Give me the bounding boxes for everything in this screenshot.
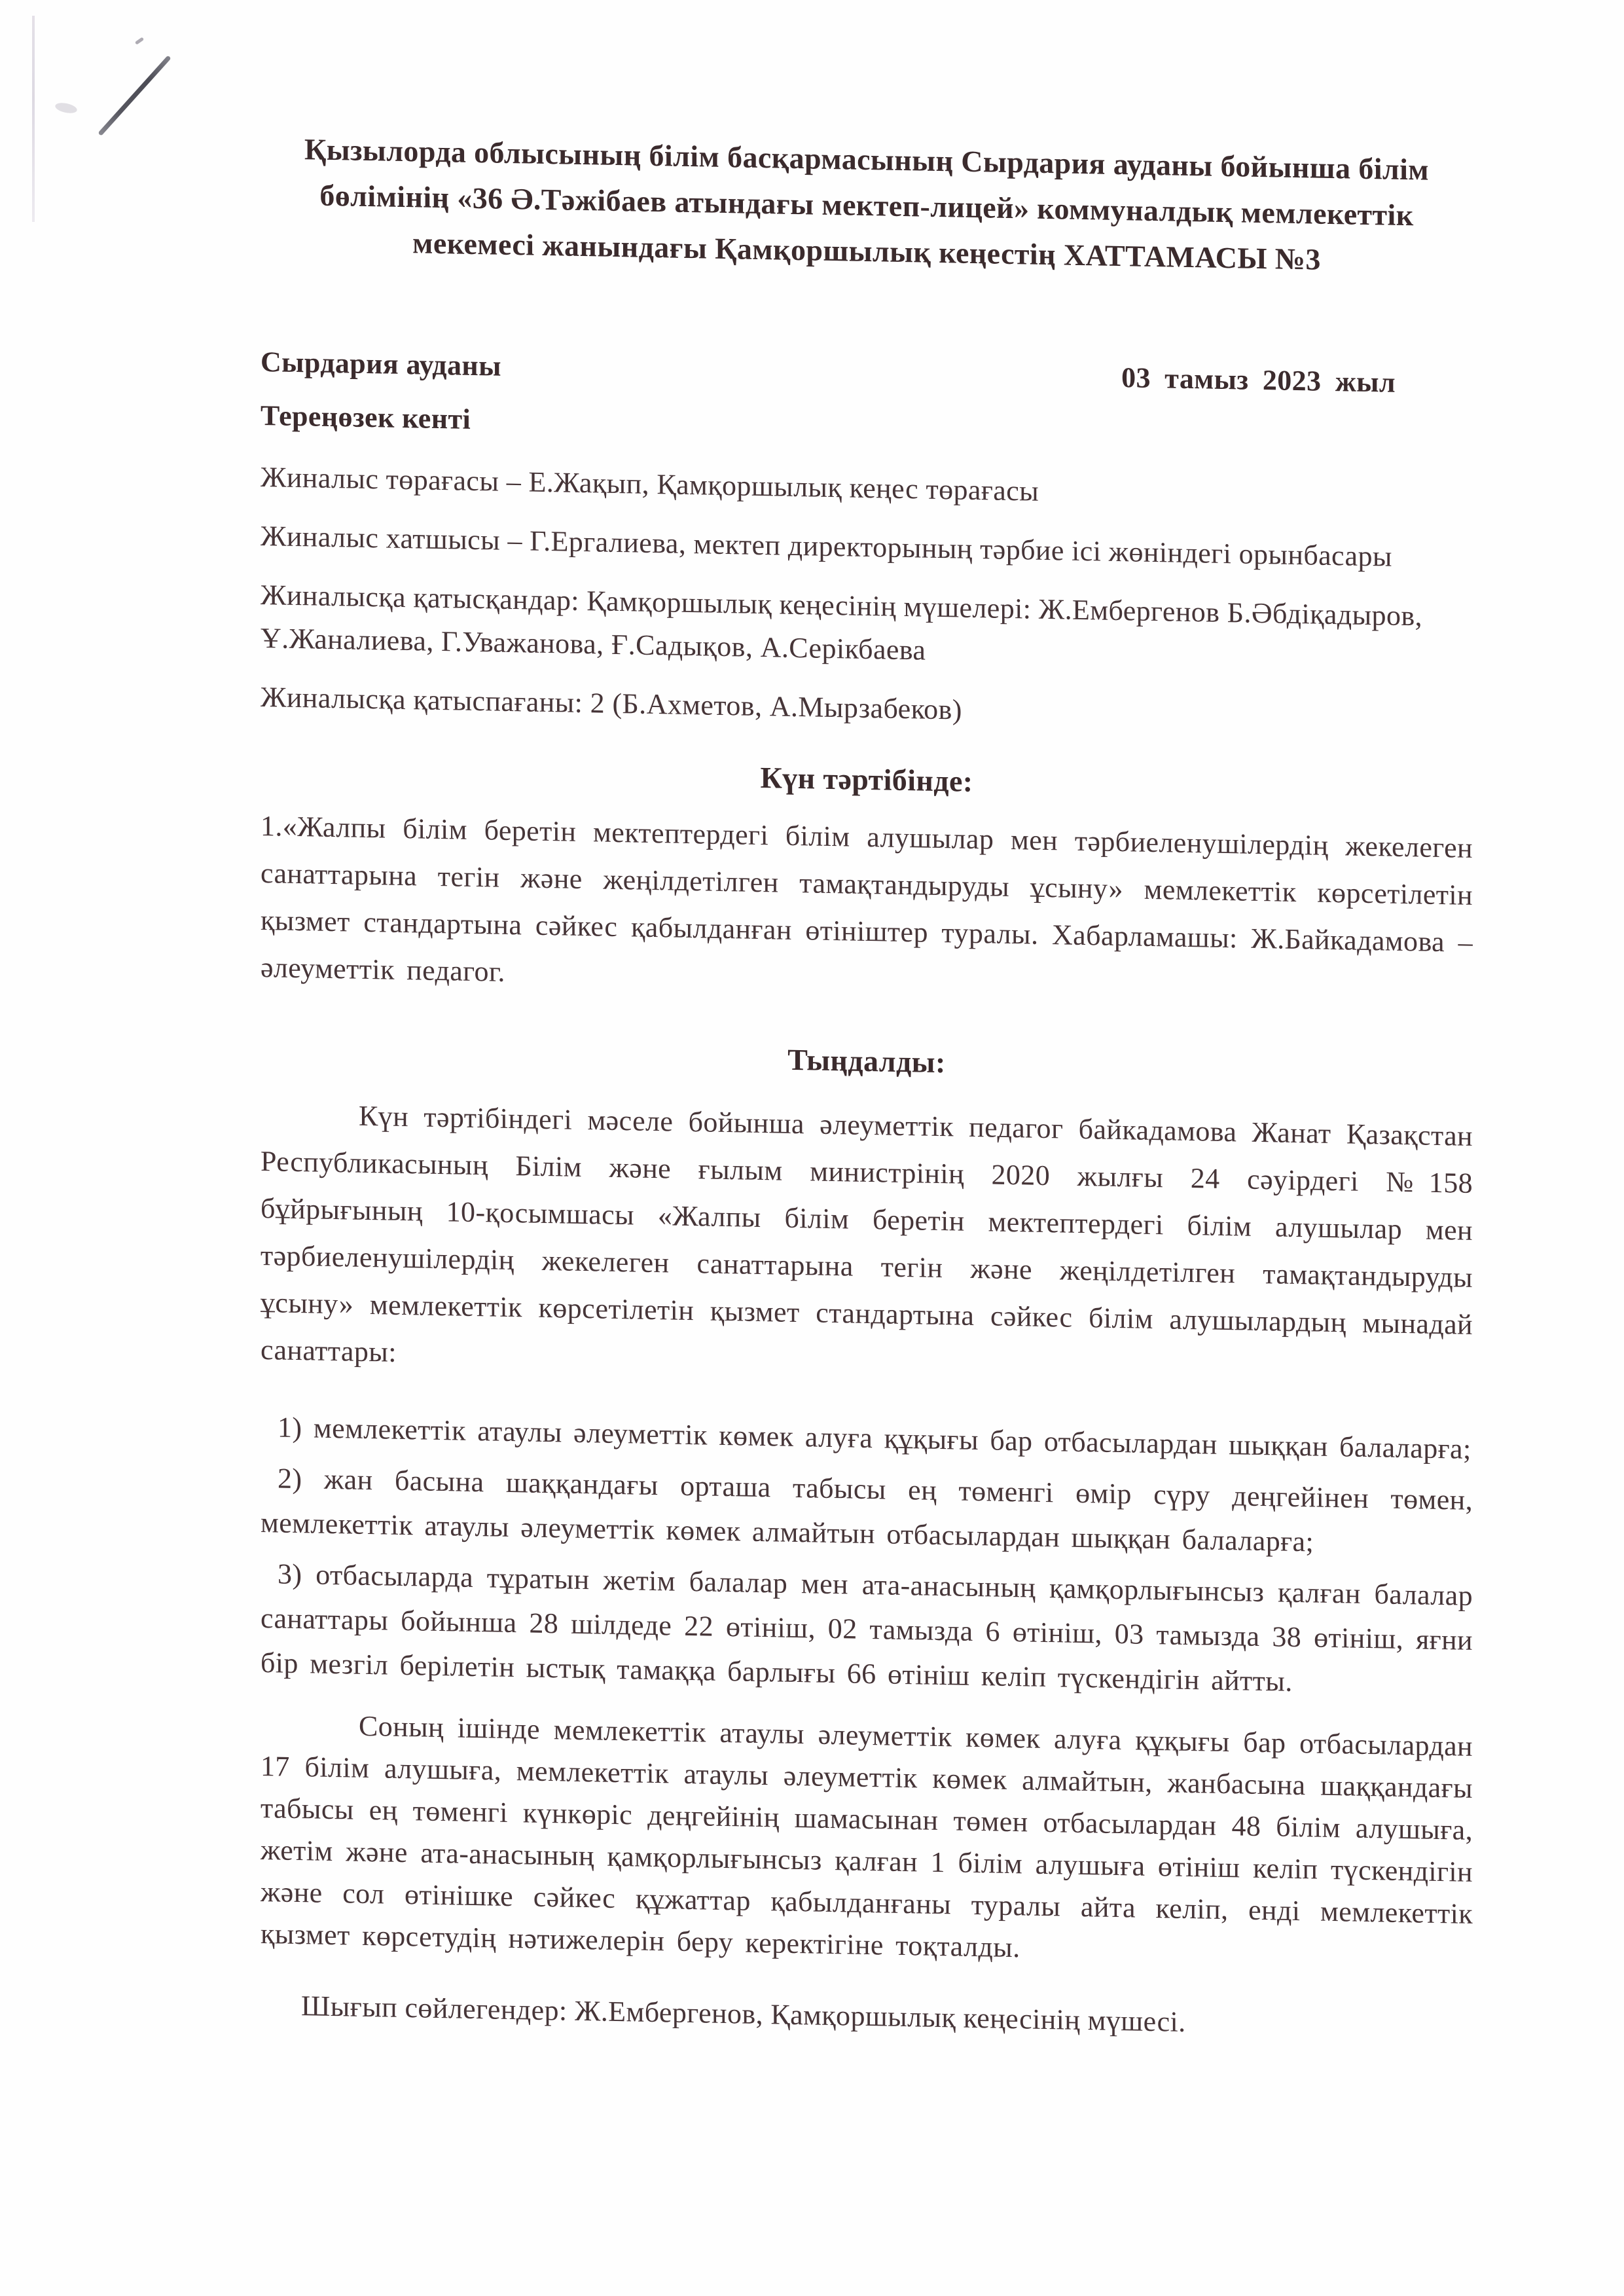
heard-paragraph: Күн тәртібіндегі мәселе бойынша әлеуметтік педагог байкадамова Жанат Қазақстан Республикасының Білім және ғылым министрінің 2020 жылғы 24 сәуірдегі №158 бұйрығының 10-қосымшасы «Жалпы білім беретін мектептердегі білім алушылар мен тәрбиеленушілердің жекелеген санаттарына тегін және жеңілдетілген тамақтандыруды ұсыну» мемлекеттік көрсетілетін қызмет стандартына сәйкес білім алушылардың мынадай санаттары: [261, 1099, 1473, 1368]
attendees-line: Жиналысқа қатысқандар: Қамқоршылық кеңесінің мүшелері: Ж.Ембергенов Б.Әбдіқадыров, Ұ.Жаналиева, Г.Уважанова, Ғ.Садықов, А.Серікбаева [261, 579, 1422, 666]
document-body [261, 0, 1473, 2049]
absentees-line: Жиналысқа қатыспағаны: 2 (Б.Ахметов, А.Мырзабеков) [261, 681, 962, 726]
chairman-line: Жиналыс төрағасы – Е.Жақып, Қамқоршылық кеңес төрағасы [261, 461, 1039, 507]
category-list-item: 1) мемлекеттік атаулы әлеуметтік көмек алуға құқығы бар отбасылардан шыққан балаларға; [278, 1411, 1471, 1465]
pen-slash-mark [98, 55, 171, 136]
pen-smudge-mark [54, 101, 78, 115]
summary-paragraph: Соның ішінде мемлекеттік атаулы әлеуметтік көмек алуға құқығы бар отбасылардан 17 білім алушыға, мемлекеттік атаулы әлеуметтік көмек алмайтын, жанбасына шаққандағы табысы ең төменгі күнкөріс деңгейінің шамасынан төмен отбасылардан 48 білім алушыға, жетім және ата-анасының қамқорлығынсыз қалған 1 білім алушыға өтініш келіп түскендігін және сол өтінішке сәйкес құжаттар қабылданғаны туралы айта келіп, енді мемлекеттік қызмет көрсетудің нәтижелерін беру керектігіне тоқталды. [261, 1709, 1473, 1964]
agenda-item-paragraph: 1.«Жалпы білім беретін мектептердегі білім алушылар мен тәрбиеленушілердің жекелеген санаттарына тегін және жеңілдетілген тамақтандыруды ұсыну» мемлекеттік көрсетілетін қызмет стандартына сәйкес қабылданған өтініштер туралы. Хабарламашы: Ж.Байкадамова – әлеуметтік педагог. [261, 810, 1473, 988]
category-list-item: 3) отбасыларда тұратын жетім балалар мен ата-анасының қамқорлығынсыз қалған балалар санаттары бойынша 28 шілдеде 22 өтініш, 02 тамызда 6 өтініш, 03 тамызда 38 өтініш, яғни бір мезгіл берілетін ыстық тамаққа барлығы 66 өтініш келіп түскендігін айтты. [261, 1558, 1473, 1698]
secretary-line: Жиналыс хатшысы – Г.Ергалиева, мектеп директорының тәрбие ісі жөніндегі орынбасары [261, 520, 1392, 573]
heard-heading: Тыңдалды: [787, 1042, 946, 1080]
date-line: 03 тамыз 2023 жыл [1121, 361, 1396, 399]
scan-edge-artifact [32, 16, 35, 222]
category-list-item: 2) жан басына шаққандағы орташа табысы ең төменгі өмір сүру деңгейінен төмен, мемлекеттік атаулы әлеуметтік көмек алмайтын отбасылардан шыққан балаларға; [261, 1462, 1473, 1558]
document-title: Қызылорда облысының білім басқармасының Сырдария ауданы бойынша білім бөлімінің «36 Ә.Тәжібаев атындағы мектеп-лицей» коммуналдық мемлекеттік мекемесі жанындағы Қамқоршылық кеңестің ХАТТАМАСЫ №3 [304, 132, 1430, 276]
meta-spacer [1121, 410, 1473, 460]
district-line: Сырдария ауданы [261, 346, 501, 382]
settlement-line: Тереңөзек кенті [261, 399, 471, 435]
agenda-heading: Күн тәртібінде: [760, 760, 973, 798]
meta-block [261, 340, 1473, 460]
pen-tick-mark [135, 37, 144, 45]
category-list [261, 1405, 1473, 1707]
speakers-line: Шығып сөйлегендер: Ж.Ембергенов, Қамқоршылық кеңесінің мүшесі. [301, 1990, 1186, 2038]
